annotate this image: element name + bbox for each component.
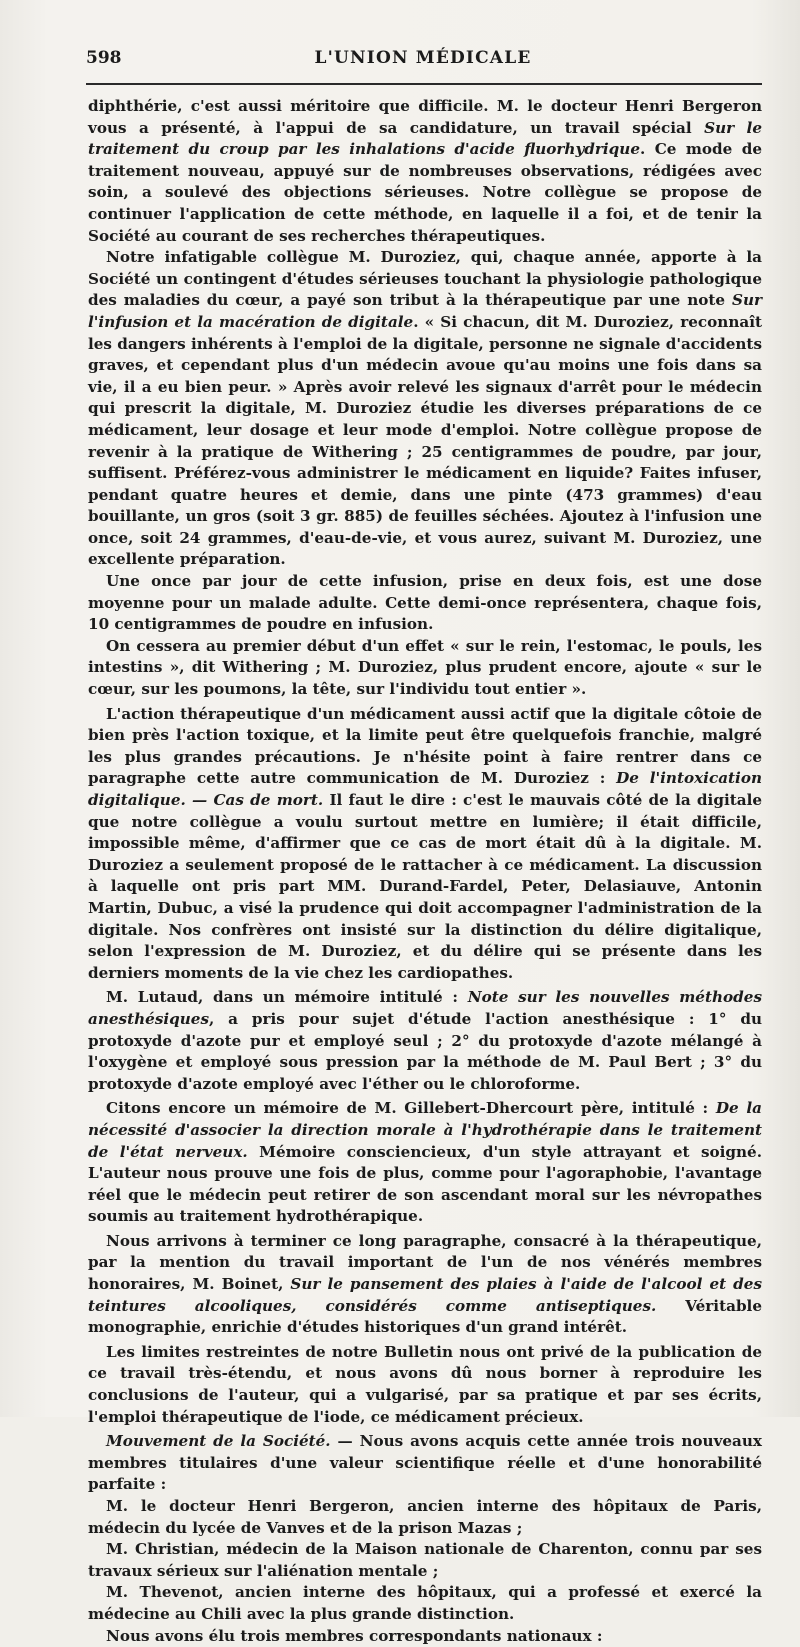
- paragraph: [88, 704, 762, 985]
- italic-text-run: De la nécessité d'associer la direction morale à l'hydrothérapie dans le traitement de l'état nerveux.: [88, 1099, 762, 1161]
- text-run: . « Si chacun, dit M. Duroziez, reconnaît les dangers inhérents à l'emploi de la digitale, personne ne signale d'accidents graves, et cependant plus d'un médecin avoue qu'au moins une fois dans sa vie, il a eu bien peur. » Après avoir relevé les signaux d'arrêt pour le médecin qui prescrit la digitale, M. Duroziez étudie les diverses préparations de ce médicament, leur dosage et leur mode d'emploi. Notre collègue propose de revenir à la pratique de Withering ; 25 centigrammes de poudre, par jour, suffisent. Préférez-vous administrer le médicament en liquide? Faites infuser, pendant quatre heures et demie, dans une pinte (473 grammes) d'eau bouillante, un gros (soit 3 gr. 885) de feuilles séchées. Ajoutez à l'infusion une once, soit 24 grammes, d'eau-de-vie, et vous aurez, suivant M. Duroziez, une excellente préparation.: [88, 312, 762, 569]
- text-run: M. Christian, médecin de la Maison nationale de Charenton, connu par ses travaux sérieux sur l'aliénation mentale ;: [88, 1540, 762, 1580]
- text-run: M. Thevenot, ancien interne des hôpitaux, qui a professé et exercé la médecine au Chili avec la plus grande distinction.: [88, 1583, 762, 1623]
- text-run: Notre infatigable collègue M. Duroziez, qui, chaque année, apporte à la Société un contingent d'études sérieuses touchant la physiologie pathologique des maladies du cœur, a payé son tribut à la thérapeutique par une note: [88, 248, 762, 310]
- text-run: Les limites restreintes de notre Bulletin nous ont privé de la publication de ce travail très-étendu, et nous avons dû nous borner à reproduire les conclusions de l'auteur, qui a vulgarisé, par sa pratique et par ses écrits, l'emploi thérapeutique de l'iode, ce médicament précieux.: [88, 1342, 762, 1426]
- paragraph: [88, 1431, 762, 1496]
- paragraph: [88, 1496, 762, 1539]
- paragraph: [88, 571, 762, 636]
- italic-text-run: De l'intoxication digitalique. — Cas de mort.: [88, 769, 762, 809]
- paragraph: [88, 1342, 762, 1428]
- paragraph: [88, 1626, 762, 1647]
- paragraph: [88, 1231, 762, 1339]
- body-text: [88, 96, 762, 1647]
- header-rule: [86, 83, 762, 85]
- paragraph: [88, 96, 762, 247]
- text-run: , a pris pour sujet d'étude l'action anesthésique : 1° du protoxyde d'azote pur et employé seul ; 2° du protoxyde d'azote mélangé à l'oxygène et employé sous pression par la méthode de M. Paul Bert ; 3° du protoxyde d'azote employé avec l'éther ou le chloroforme.: [88, 1009, 762, 1093]
- paragraph: [88, 247, 762, 571]
- text-run: Véritable monographie, enrichie d'études historiques d'un grand intérêt.: [88, 1296, 762, 1337]
- italic-text-run: Sur l'infusion et la macération de digitale: [88, 291, 762, 331]
- text-run: . Ce mode de traitement nouveau, appuyé sur de nombreuses observations, rédigées avec soin, a soulevé des objections sérieuses. Notre collègue se propose de continuer l'application de cette méthode, en laquelle il a foi, et de tenir la Société au courant de ses recherches thérapeutiques.: [88, 140, 762, 245]
- text-run: Nous avons élu trois membres correspondants nationaux :: [106, 1626, 603, 1645]
- text-run: Citons encore un mémoire de M. Gillebert-Dhercourt père, intitulé :: [106, 1099, 716, 1118]
- text-run: L'action thérapeutique d'un médicament aussi actif que la digitale côtoie de bien près l'action toxique, et la limite peut être quelquefois franchie, malgré les plus grandes précautions. Je n'hésite point à faire rentrer dans ce paragraphe cette autre communication de M. Duroziez :: [88, 704, 762, 788]
- text-run: M. Lutaud, dans un mémoire intitulé :: [106, 988, 468, 1007]
- paragraph: [88, 987, 762, 1095]
- text-run: Une once par jour de cette infusion, prise en deux fois, est une dose moyenne pour un malade adulte. Cette demi-once représentera, chaque fois, 10 centigrammes de poudre en infusion.: [88, 572, 762, 634]
- paragraph: [88, 636, 762, 701]
- italic-text-run: Note sur les nouvelles méthodes anesthésiques: [88, 988, 762, 1028]
- text-run: Mémoire consciencieux, d'un style attrayant et soigné. L'auteur nous prouve une fois de plus, comme pour l'agoraphobie, l'avantage réel que le médecin peut retirer de son ascendant moral sur les névropathes soumis au traitement hydrothérapique.: [88, 1142, 763, 1226]
- page-header: [86, 48, 760, 78]
- page-number: 598: [86, 48, 122, 68]
- running-title: L'UNION MÉDICALE: [314, 48, 532, 68]
- text-run: diphthérie, c'est aussi méritoire que difficile. M. le docteur Henri Bergeron vous a présenté, à l'appui de sa candidature, un travail spécial: [88, 97, 762, 137]
- italic-text-run: Sur le pansement des plaies à l'aide de l'alcool et des teintures alcooliques, considérés comme antiseptiques.: [88, 1275, 762, 1315]
- text-run: Il faut le dire : c'est le mauvais côté de la digitale que notre collègue a voulu surtout mettre en lumière; il était difficile, impossible même, d'affirmer que ce cas de mort était dû à la digitale. M. Duroziez a seulement proposé de le rattacher à ce médicament. La discussion à laquelle ont pris part MM. Durand-Fardel, Peter, Delasiauve, Antonin Martin, Dubuc, a visé la prudence qui doit accompagner l'administration de la digitale. Nos confrères ont insisté sur la distinction du délire digitalique, selon l'expression de M. Duroziez, et du délire qui se présente dans les derniers moments de la vie chez les cardiopathes.: [88, 791, 762, 982]
- italic-text-run: Mouvement de la Société.: [106, 1432, 331, 1451]
- text-run: M. le docteur Henri Bergeron, ancien interne des hôpitaux de Paris, médecin du lycée de Vanves et de la prison Mazas ;: [88, 1497, 762, 1537]
- italic-text-run: Sur le traitement du croup par les inhalations d'acide fluorhydrique: [88, 118, 762, 159]
- text-run: On cessera au premier début d'un effet « sur le rein, l'estomac, le pouls, les intestins », dit Withering ; M. Duroziez, plus prudent encore, ajoute « sur le cœur, sur les poumons, la tête, sur l'individu tout entier ».: [88, 636, 762, 699]
- paragraph: [88, 1098, 762, 1228]
- text-run: — Nous avons acquis cette année trois nouveaux membres titulaires d'une valeur scientifique réelle et d'une honorabilité parfaite :: [88, 1432, 762, 1494]
- paragraph: [88, 1539, 762, 1582]
- text-run: Nous arrivons à terminer ce long paragraphe, consacré à la thérapeutique, par la mention du travail important de l'un de nos vénérés membres honoraires, M. Boinet,: [88, 1231, 762, 1294]
- paragraph: [88, 1582, 762, 1625]
